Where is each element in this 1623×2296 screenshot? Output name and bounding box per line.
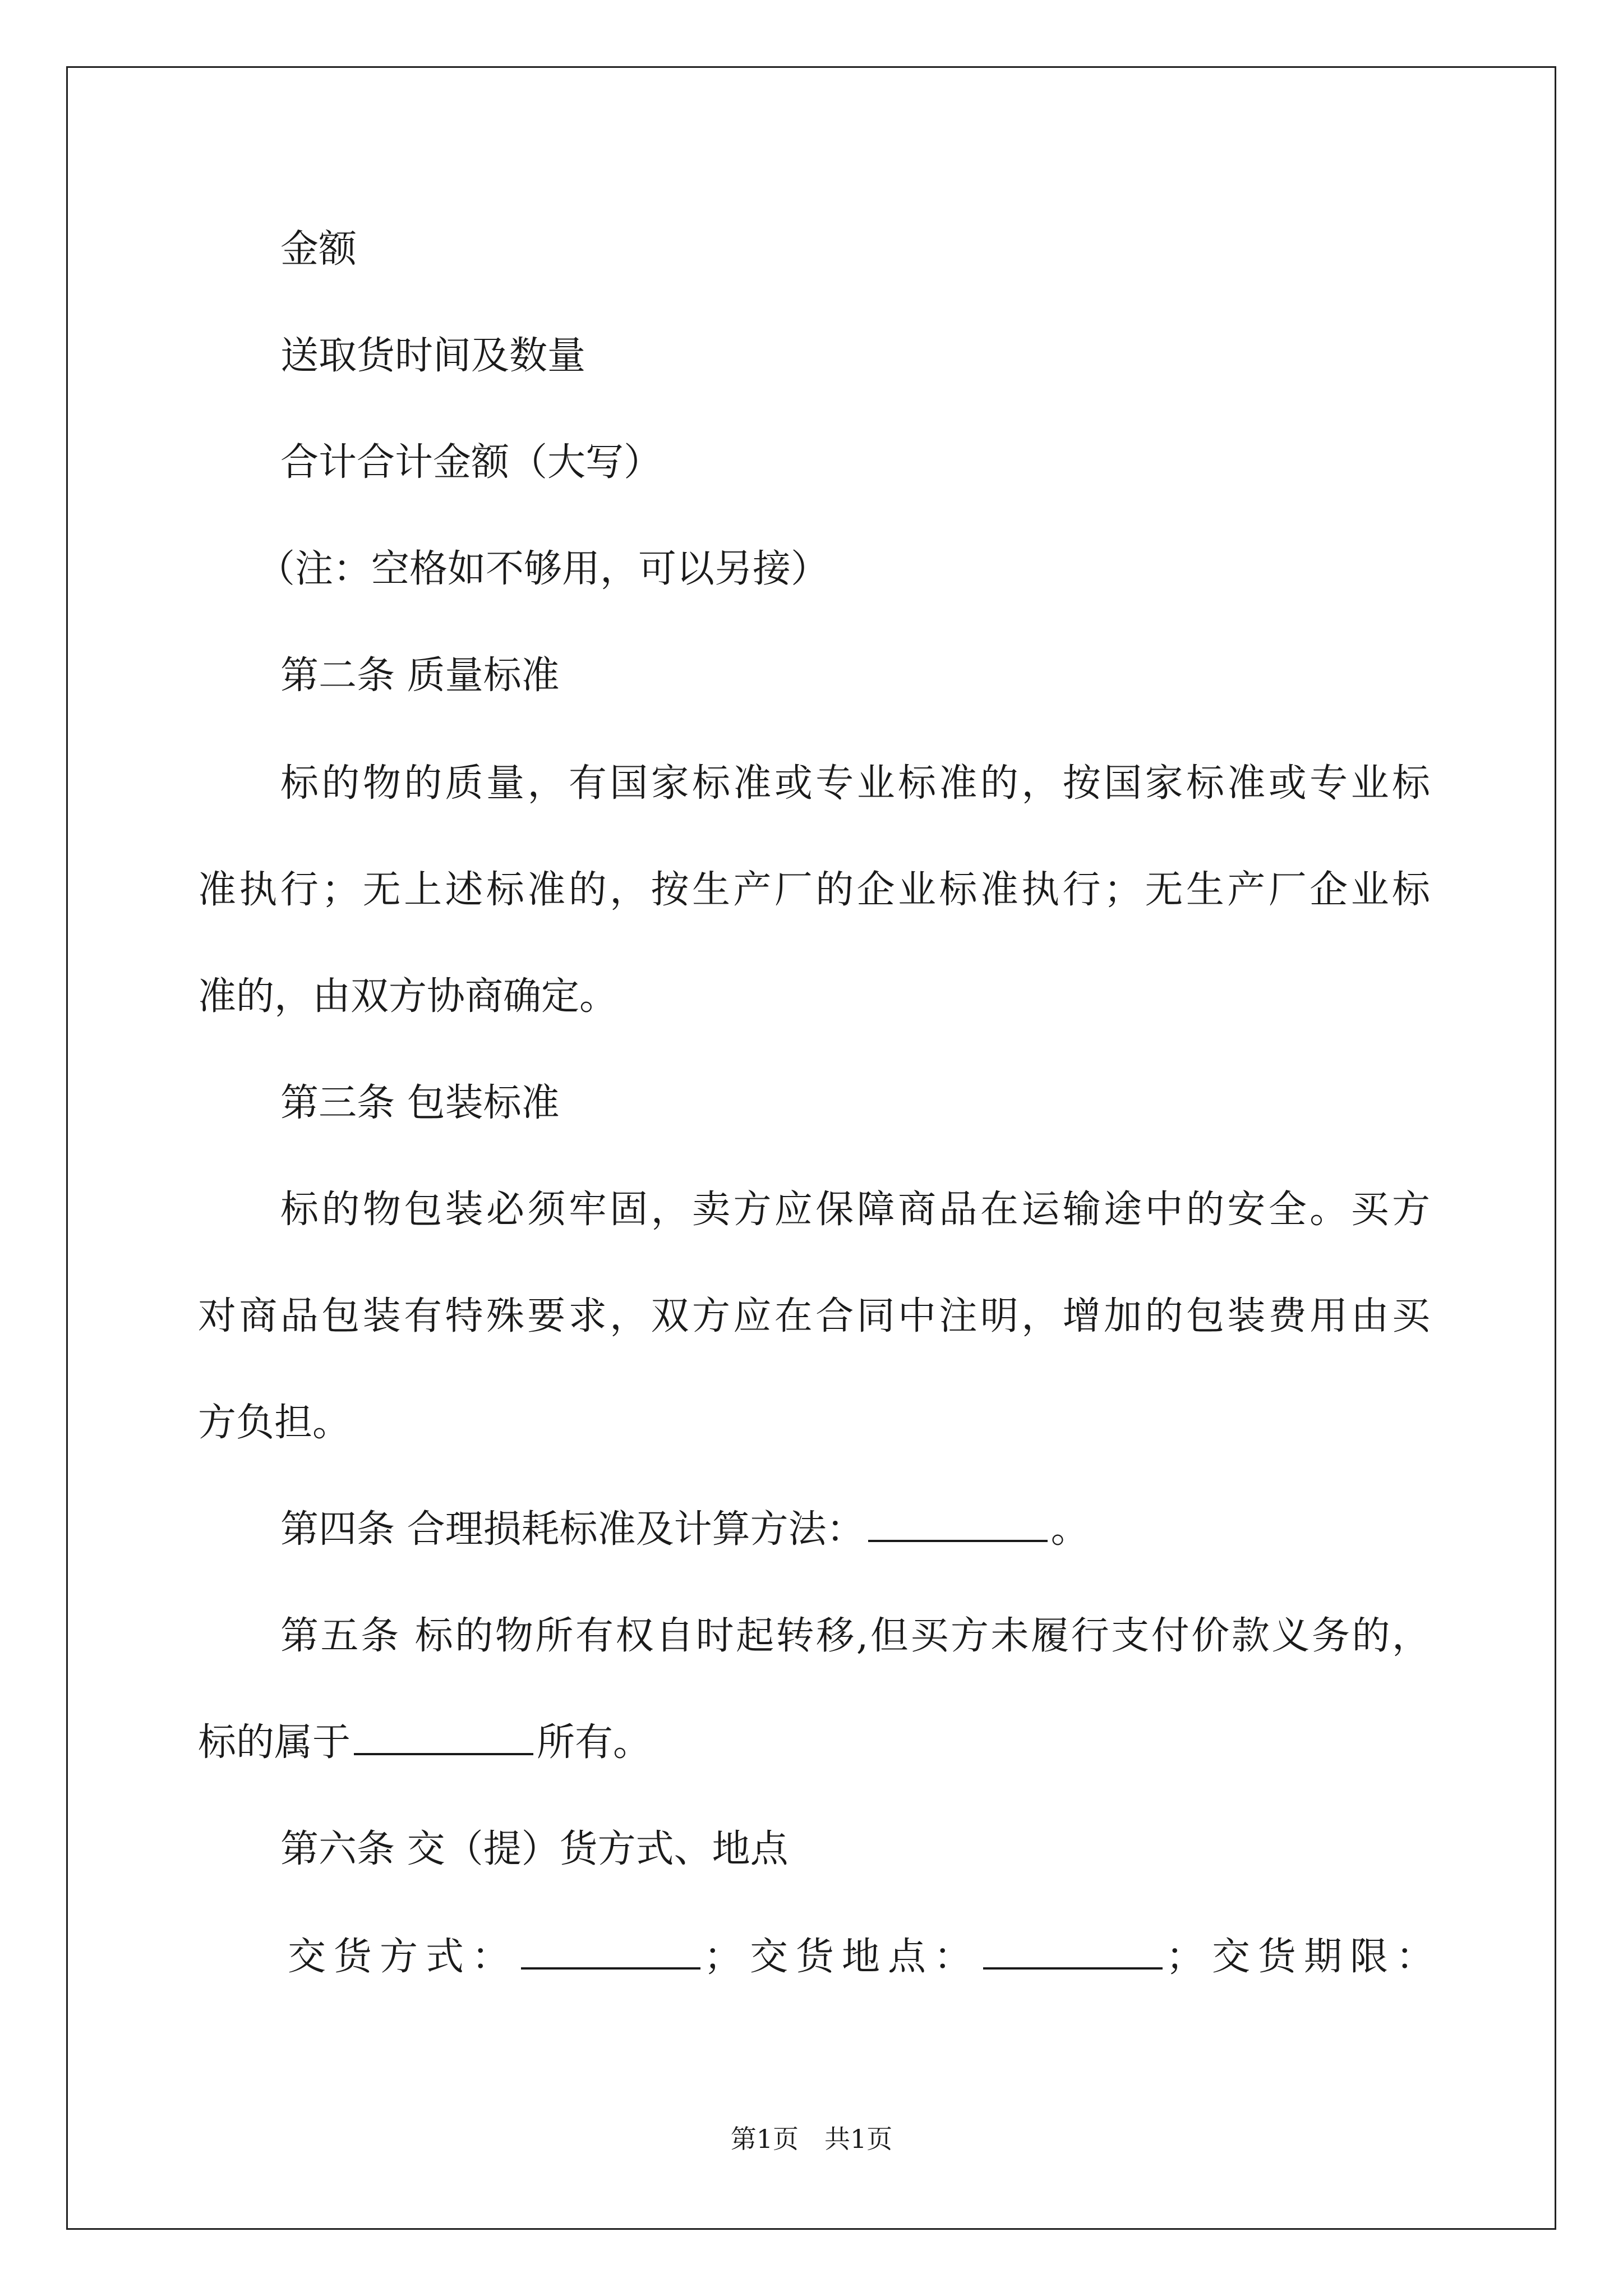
text-line-amount: 金额	[280, 227, 357, 272]
article-5-line-2	[198, 1720, 1432, 1765]
text-line-delivery-time: 送取货时间及数量	[280, 334, 586, 378]
article-4-text: 第四条 合理损耗标准及计算方法：	[280, 1507, 865, 1552]
text-line-note: （注：空格如不够用，可以另接）	[257, 547, 829, 591]
blank-field	[868, 1508, 1048, 1542]
delivery-method-label: 交货方式：	[288, 1935, 518, 1979]
article-3-body-line-2: 对商品包装有特殊要求，双方应在合同中注明，增加的包装费用由买	[198, 1294, 1430, 1338]
page-footer: 第1页 共1页	[730, 2124, 893, 2154]
text-line-total: 合计合计金额（大写）	[280, 440, 662, 485]
article-4-end: 。	[1050, 1507, 1089, 1552]
article-5-line-1: 第五条 标的物所有权自时起转移,但买方未履行支付价款义务的，	[280, 1614, 1430, 1658]
article-6-heading: 第六条 交（提）货方式、地点	[280, 1827, 789, 1871]
delivery-place-label: ；交货地点：	[704, 1935, 980, 1979]
article-5-owner-suffix: 所有。	[537, 1720, 652, 1765]
blank-field	[983, 1936, 1163, 1970]
blank-field	[354, 1722, 533, 1755]
article-3-body-line-1: 标的物包装必须牢固，卖方应保障商品在运输途中的安全。买方	[280, 1188, 1430, 1232]
blank-field	[521, 1936, 700, 1970]
article-3-body-line-3: 方负担。	[198, 1401, 351, 1445]
delivery-deadline-label: ；交货期限：	[1166, 1935, 1442, 1979]
article-4-line	[280, 1507, 1514, 1552]
page-border	[66, 66, 1556, 2230]
article-6-delivery-line	[288, 1935, 1521, 1980]
article-3-heading: 第三条 包装标准	[280, 1081, 560, 1125]
article-2-body-line-2: 准执行；无上述标准的，按生产厂的企业标准执行；无生产厂企业标	[198, 868, 1430, 912]
article-2-body-line-1: 标的物的质量，有国家标准或专业标准的，按国家标准或专业标	[280, 761, 1430, 806]
article-2-body-line-3: 准的，由双方协商确定。	[198, 974, 618, 1019]
article-5-owner-prefix: 标的属于	[198, 1720, 351, 1765]
article-2-heading: 第二条 质量标准	[280, 654, 560, 698]
